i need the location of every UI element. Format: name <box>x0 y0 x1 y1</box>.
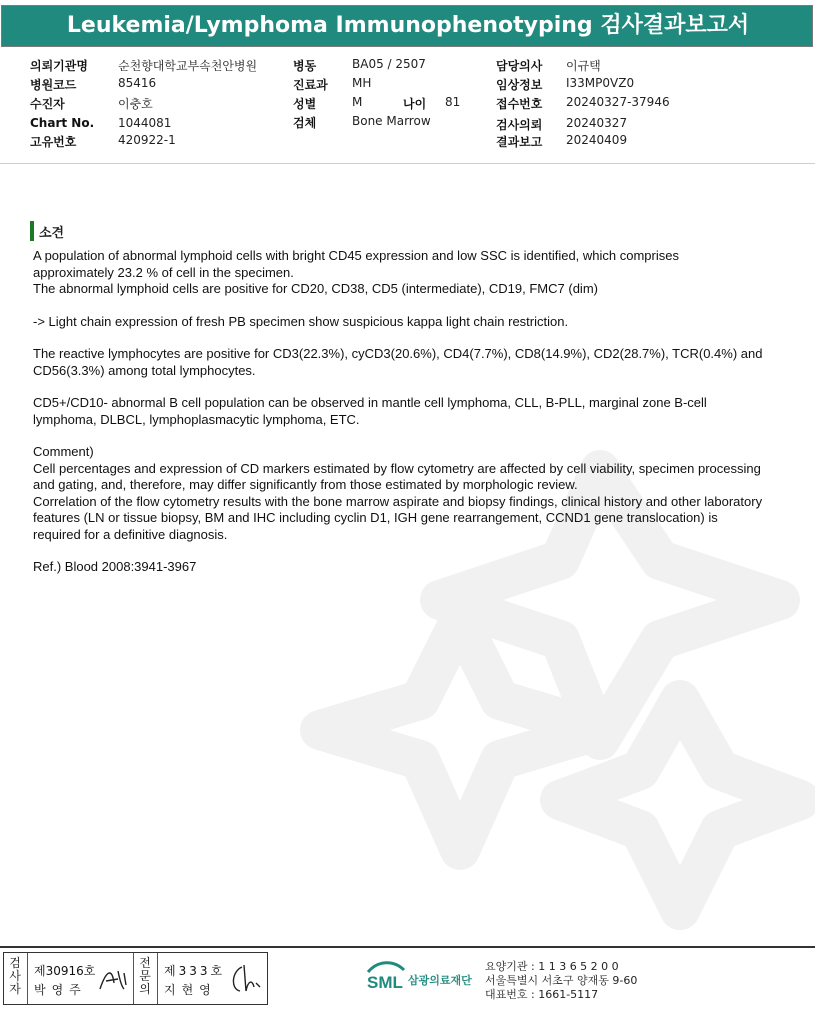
field-label: 수진자 <box>30 97 65 111</box>
paragraph: Correlation of the flow cytometry results with the bone marrow aspirate and biopsy findings, clinical history and other laboratory features (LN or tissue biopsy, BM and IHC including cyclin D1, IGH gene rearrangement, CCND1 gene translocation) is required for a definitive diagnosis. <box>33 493 763 542</box>
field-label: 담당의사 <box>496 59 543 73</box>
section-marker <box>30 221 34 241</box>
paragraph: Comment) <box>33 444 94 459</box>
org-name: 삼광의료재단 <box>408 974 472 987</box>
field-label: 의뢰기관명 <box>30 59 88 73</box>
company-line: 요양기관 : 1 1 3 6 5 2 0 0 <box>485 960 619 973</box>
role-cell <box>4 953 28 1004</box>
company-line: 서울특별시 서초구 양재동 9-60 <box>485 974 638 987</box>
technologist-cell <box>28 953 134 1004</box>
paragraph: Ref.) Blood 2008:3941-3967 <box>33 559 197 574</box>
field-label: 성별 <box>293 97 317 111</box>
field-label: 임상정보 <box>496 78 543 92</box>
age-label: 나이 <box>403 97 427 111</box>
age-value: 81 <box>445 95 461 109</box>
role-label-technologist <box>8 957 22 996</box>
report-title-bar <box>1 5 813 47</box>
company-line: 대표번호 : 1661-5117 <box>485 988 599 1001</box>
role-label-specialist <box>138 957 152 996</box>
field-label: 병원코드 <box>30 78 77 92</box>
field-label: Chart No. <box>30 116 95 130</box>
footer-divider <box>0 946 815 948</box>
section-title: 소견 <box>39 226 65 241</box>
signature-1 <box>96 963 130 995</box>
license-number: 제30916호 <box>34 964 96 978</box>
field-label: 고유번호 <box>30 135 77 149</box>
paragraph: -> Light chain expression of fresh PB specimen show suspicious kappa light chain restriction. <box>33 313 569 329</box>
field-value: 420922-1 <box>118 133 176 147</box>
field-value: 1044081 <box>118 116 172 130</box>
spacer <box>33 379 763 395</box>
field-label: 진료과 <box>293 78 328 92</box>
sml-logo-mark <box>364 958 408 998</box>
company-info <box>485 960 637 1002</box>
sml-logo <box>362 958 482 998</box>
report-title: Leukemia/Lymphoma Immunophenotyping 검사결과보고서 <box>66 13 750 38</box>
role-text: 검사자 <box>9 956 21 996</box>
field-value: 순천향대학교부속천안병원 <box>118 59 258 73</box>
field-value: 20240409 <box>566 133 628 147</box>
paragraph: Cell percentages and expression of CD markers estimated by flow cytometry are affected by cell viability, specimen processing and gating, and, therefore, may differ significantly from those estimated by morphologic review. <box>33 460 761 492</box>
spacer <box>33 428 763 444</box>
field-label: 병동 <box>293 59 317 73</box>
paragraph: CD5+/CD10- abnormal B cell population can be observed in mantle cell lymphoma, CLL, B-PLL, marginal zone B-cell lymphoma, DLBCL, lymphoplasmacytic lymphoma, ETC. <box>33 395 707 427</box>
signature-box <box>3 952 268 1005</box>
field-label: 검체 <box>293 116 317 130</box>
signature-2 <box>226 961 264 997</box>
field-value: MH <box>352 76 372 90</box>
spacer <box>33 298 763 314</box>
field-value: 이충호 <box>118 97 153 111</box>
field-value: 20240327-37946 <box>566 95 670 109</box>
field-value: M <box>352 95 363 109</box>
technologist-name: 박영주 <box>34 983 87 997</box>
field-value: Bone Marrow <box>352 114 431 128</box>
paragraph: A population of abnormal lymphoid cells with bright CD45 expression and low SSC is identified, which comprises approximately 23.2 % of cell in the specimen. <box>33 248 679 280</box>
field-value: BA05 / 2507 <box>352 57 426 71</box>
role-cell <box>134 953 158 1004</box>
paragraph: The reactive lymphocytes are positive for CD3(22.3%), cyCD3(20.6%), CD4(7.7%), CD8(14.9%), CD2(28.7%), TCR(0.4%) and CD56(3.3%) among total lymphocytes. <box>33 346 763 378</box>
specialist-name: 지현영 <box>164 983 217 997</box>
field-value: 85416 <box>118 76 157 90</box>
field-value: I33MP0VZ0 <box>566 76 635 90</box>
field-value: 20240327 <box>566 116 628 130</box>
field-label: 검사의뢰 <box>496 118 543 132</box>
header-divider <box>0 163 815 164</box>
license-number: 제333호 <box>164 964 226 978</box>
logo-text: SML <box>367 973 403 992</box>
paragraph: The abnormal lymphoid cells are positive for CD20, CD38, CD5 (intermediate), CD19, FMC7 (dim) <box>33 281 598 296</box>
spacer <box>33 543 763 559</box>
role-text: 전문의 <box>139 956 151 996</box>
specialist-cell <box>158 953 267 1004</box>
field-label: 접수번호 <box>496 97 543 111</box>
spacer <box>33 330 763 346</box>
field-label: 결과보고 <box>496 135 543 149</box>
field-value: 이규택 <box>566 59 601 73</box>
findings-text <box>33 248 763 576</box>
